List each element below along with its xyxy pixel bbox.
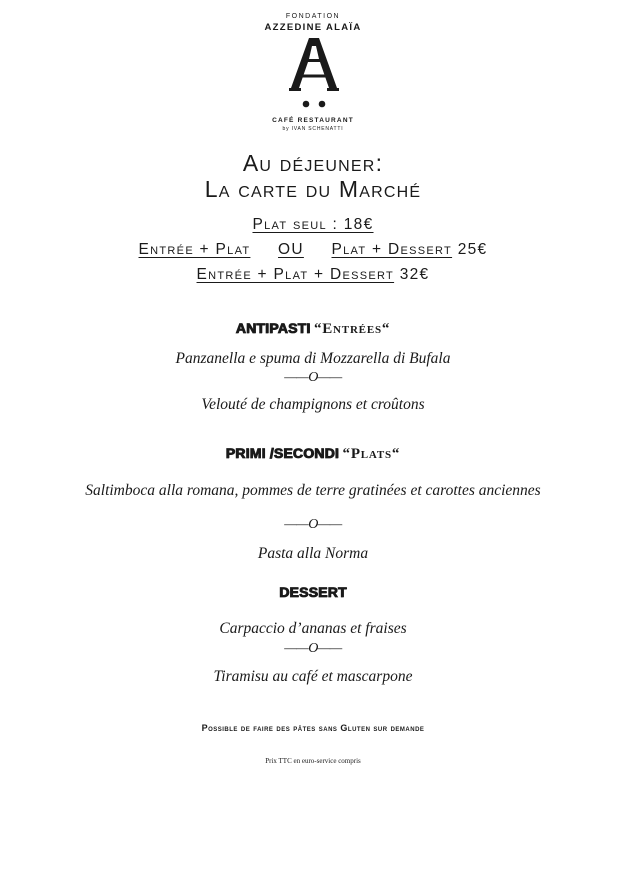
section-antipasti xyxy=(0,320,626,338)
fondation-label: FONDATION xyxy=(285,13,341,20)
primi-subheading: “Plats“ xyxy=(342,446,401,462)
logo-letter-a xyxy=(291,38,337,88)
cafe-restaurant-label: CAFÉ RESTAURANT xyxy=(272,117,354,124)
dish-saltimboca: Saltimboca alla romana, pommes de terre gratinées et carottes anciennes xyxy=(85,482,541,499)
menu-title-line2: La carte du Marché xyxy=(204,176,422,202)
antipasti-heading: ANTIPASTI xyxy=(235,320,311,336)
alaia-logo xyxy=(279,36,349,112)
price-three-courses xyxy=(0,266,626,284)
dish-carpaccio: Carpaccio d’ananas et fraises xyxy=(219,620,407,637)
price-three-courses-amount: 32€ xyxy=(399,266,430,283)
section-primi-secondi xyxy=(0,445,626,463)
price-two-courses xyxy=(0,241,626,259)
brand-name: AZZEDINE ALAÏA xyxy=(264,22,362,33)
dish-panzanella: Panzanella e spuma di Mozzarella di Bufala xyxy=(175,350,451,367)
primi-heading: PRIMI /SECONDI xyxy=(225,445,340,461)
dish-tiramisu: Tiramisu au café et mascarpone xyxy=(213,668,413,685)
price-or: OU xyxy=(278,241,304,258)
chef-byline: by IVAN SCHENATTI xyxy=(282,126,344,132)
dessert-heading: DESSERT xyxy=(279,584,347,600)
price-entree-plat-dessert: Entrée + Plat + Dessert xyxy=(196,266,395,283)
separator: ——O—— xyxy=(284,370,342,385)
dish-pasta-norma: Pasta alla Norma xyxy=(257,545,369,562)
section-dessert xyxy=(0,584,626,602)
price-disclaimer: Prix TTC en euro-service compris xyxy=(265,757,361,765)
logo-dot-left xyxy=(303,101,310,108)
dish-veloute: Velouté de champignons et croûtons xyxy=(201,396,425,413)
menu-title-line1: Au déjeuner: xyxy=(242,150,384,176)
separator: ——O—— xyxy=(284,641,342,656)
price-line1: Plat seul : 18€ xyxy=(252,216,374,233)
gluten-free-note: Possible de faire des pâtes sans Gluten sur demande xyxy=(201,723,425,733)
price-plat-dessert: Plat + Dessert xyxy=(331,241,453,258)
logo-dot-right xyxy=(319,101,326,108)
price-plat-seul xyxy=(0,216,626,234)
separator: ——O—— xyxy=(284,517,342,532)
antipasti-subheading: “Entrées“ xyxy=(313,321,391,337)
price-entree-plat: Entrée + Plat xyxy=(138,241,251,258)
price-two-courses-amount: 25€ xyxy=(457,241,488,258)
